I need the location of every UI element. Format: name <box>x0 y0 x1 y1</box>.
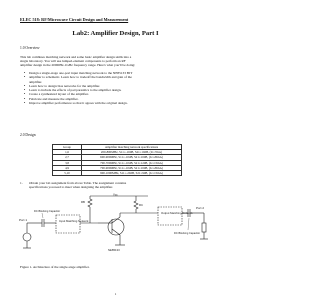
spec-cell: 700-900MHz, S11=-10dB, S21=10dB, (Ic=20mA) <box>82 165 182 170</box>
overview-line: single laboratory. You will use lumped-element components to perform an RF <box>20 59 126 64</box>
collector-bias-network <box>90 193 158 213</box>
dc-block-in-label: DC Blocking Capacitor <box>34 210 61 213</box>
amplifier-schematic <box>18 193 214 261</box>
column-header-group: Group <box>53 145 82 150</box>
group-cell: 5,10 <box>53 170 82 175</box>
objective-item: • Learn how to design bias networks for the amplifier. <box>24 84 208 88</box>
lab-title: Lab2: Amplifier Design, Part I <box>72 30 159 37</box>
overview-line: This lab combines matching network and some basic amplifier design skills into a <box>20 55 132 59</box>
spec-cell: 200-800MHz, S11=-10dB, S21=10dB, (Ic=7mA) <box>82 150 182 155</box>
port1-source <box>19 218 31 248</box>
group-cell: 3,8 <box>53 160 82 165</box>
step-line: Obtain your lab assignment from above Table. The assignment contains <box>29 181 127 185</box>
spec-cell: 700-700MHz, S11=-10dB, S21=12dB, (Ic=15mA) <box>82 160 182 165</box>
overview-paragraph <box>20 55 208 68</box>
group-cell: 1,6 <box>53 150 82 155</box>
objective-item: • Learn to include the effects of pad parasitics to the amplifier design. <box>24 88 208 92</box>
objective-item: • Design a single-stage one-port input matching network to the NE85133 BJT <box>24 71 208 75</box>
step-text <box>29 181 208 189</box>
step-number: 1. <box>20 181 23 185</box>
input-matching-network <box>56 215 89 233</box>
group-cell: 4,9 <box>53 165 82 170</box>
overview-line: amplifier design in the 200MHz-1GHz frequency range. Here's what you'll be doing: <box>20 63 136 68</box>
rc-label: RC <box>139 203 144 207</box>
bjt-label: NE85133 <box>108 248 120 252</box>
objective-item: • Fabricate and measure the amplifier. <box>24 97 208 101</box>
output-match-label: Output Matching Network <box>161 211 193 215</box>
specifications-table <box>52 144 182 176</box>
table-row <box>53 170 182 175</box>
input-match-label: Input Matching Network <box>59 219 89 223</box>
overview-heading: 1.0 Overview <box>20 46 40 50</box>
spec-cell: 600-900MHz, S11=-10dB, S21=10dB, (Ic=20mA) <box>82 155 182 160</box>
design-heading: 2.0 Design <box>20 133 36 137</box>
rb-label: RB <box>81 200 85 204</box>
course-header: ELEC 518: RF/Microwave Circuit Design and Measurement <box>20 17 129 22</box>
vcc-label: Vcc <box>113 193 118 197</box>
spec-cell: 900-1000MHz, S11=-20dB, S21=9dB, (Ic=15mA) <box>82 170 182 175</box>
objective-item: • Improve amplifier performance so that it agrees with the original design. <box>24 101 208 105</box>
group-cell: 2,7 <box>53 155 82 160</box>
step-line: specifications you need to meet when designing the amplifier. <box>29 185 113 190</box>
column-header-specifications: Amplifier matching network specifications <box>82 145 182 150</box>
port2-label: Port 2 <box>196 206 205 210</box>
port1-label: Port 1 <box>19 218 28 222</box>
figure-caption: Figure 1. Architecture of the single-stage amplifier. <box>20 265 90 269</box>
dc-block-out-label: DC Blocking Capacitor <box>174 232 201 235</box>
objective-item: • Create a synthesized layout of the amplifier. <box>24 92 208 96</box>
page-number: 1 <box>114 292 117 296</box>
objective-item-continued: amplifier. <box>29 79 43 84</box>
objectives-list <box>24 71 208 105</box>
bjt-transistor <box>98 213 125 252</box>
objective-item: • amplifier to schematic. Learn how to tradeoff the bandwidth and gain of the <box>24 75 208 79</box>
